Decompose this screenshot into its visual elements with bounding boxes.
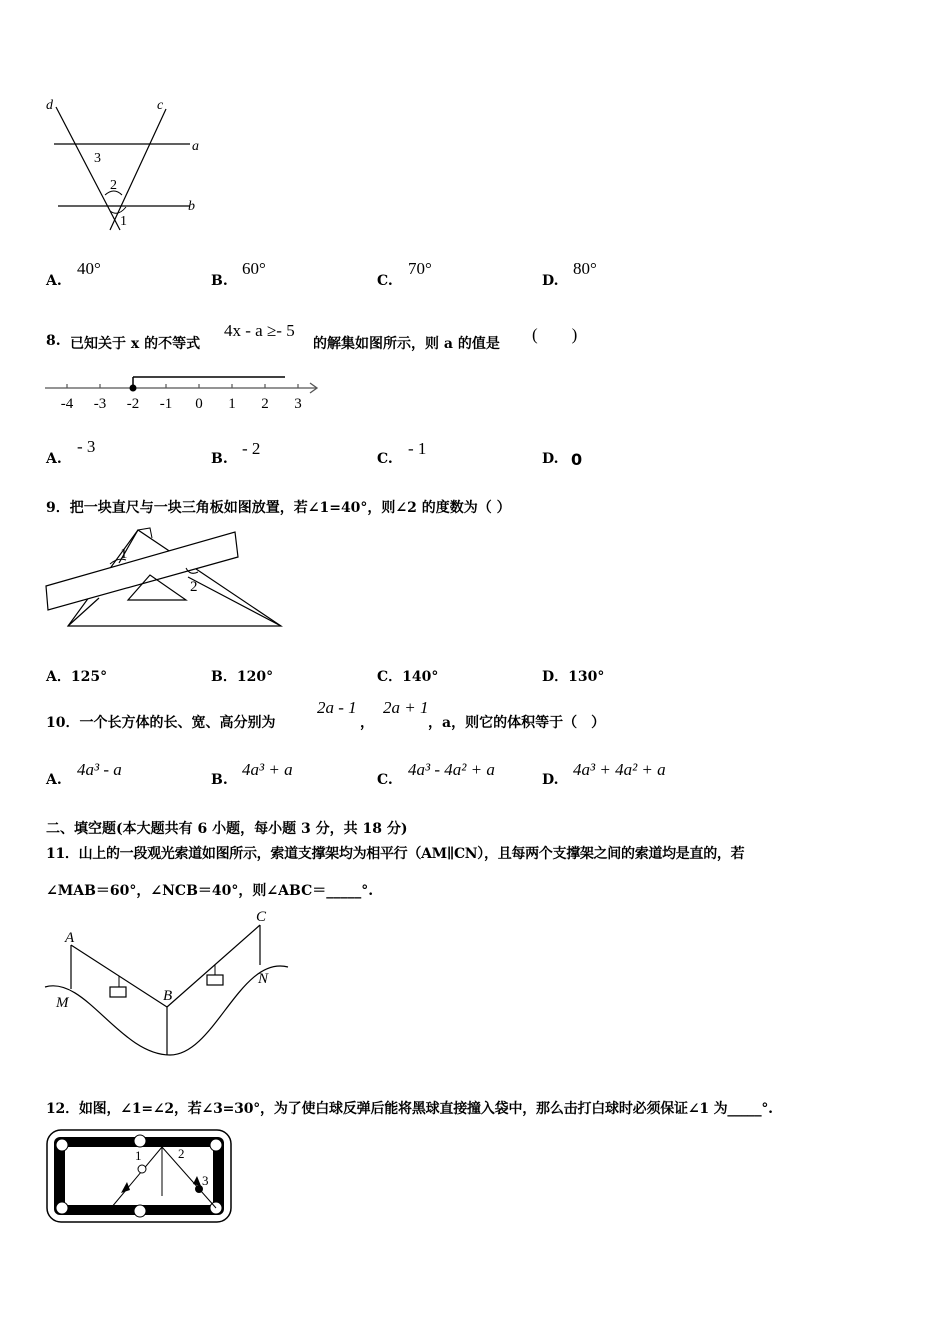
billiards-table-figure <box>45 1128 235 1226</box>
angle-3-label: 3 <box>94 151 101 166</box>
point-m-label: M <box>56 995 69 1011</box>
angle-1-label: 1 <box>120 546 128 562</box>
number-line-tick-label: -1 <box>159 396 173 412</box>
angle-2-label: 2 <box>110 178 117 193</box>
q7-option-a[interactable]: A. <box>46 273 62 289</box>
q8-option-d-value: 0 <box>571 450 583 469</box>
number-line-tick-label: 3 <box>294 396 302 412</box>
number-line-tick-label: 1 <box>228 396 236 412</box>
q9-option-a[interactable]: A．125° <box>46 669 108 685</box>
number-line-tick-label: -2 <box>126 396 140 412</box>
q10-text-before: 10．一个长方体的长、宽、高分别为 <box>46 715 276 731</box>
q8-number: 8. <box>46 333 61 349</box>
q8-paren: ( ) <box>532 325 578 344</box>
q9-option-c[interactable]: C．140° <box>377 669 439 685</box>
q7-option-b-value: 60° <box>242 259 266 278</box>
q7-option-a-value: 40° <box>77 259 101 278</box>
q9-text: 9．把一块直尺与一块三角板如图放置，若∠1=40°，则∠2 的度数为（ ） <box>46 500 511 516</box>
point-c-label: C <box>256 909 267 925</box>
number-line-figure <box>40 370 330 415</box>
q8-option-d[interactable]: D. <box>542 451 559 467</box>
q7-option-d[interactable]: D. <box>542 273 559 289</box>
q10-option-c[interactable]: C. <box>377 772 393 788</box>
q10-option-a-value: 4a³ - a <box>77 760 122 779</box>
q10-comma: ， <box>360 715 374 731</box>
angle-2-label: 2 <box>178 1146 185 1161</box>
parallel-lines-figure <box>40 95 220 235</box>
number-line-tick-label: -3 <box>93 396 107 412</box>
q9-option-d[interactable]: D．130° <box>542 669 605 685</box>
q7-option-d-value: 80° <box>573 259 597 278</box>
q8-option-a-value: - 3 <box>77 437 96 456</box>
angle-2-label: 2 <box>190 579 198 595</box>
q8-option-b[interactable]: B. <box>211 451 228 467</box>
q11-line-1: 11．山上的一段观光索道如图所示，索道支撑架均为相平行（AM∥CN），且每两个支撑架之间的索道均是直的，若 <box>46 846 745 862</box>
q8-text-before: 已知关于 x 的不等式 <box>70 336 201 352</box>
section-2-title: 二、填空题(本大题共有 6 小题，每小题 3 分，共 18 分) <box>46 821 408 837</box>
q10-option-c-value: 4a³ - 4a² + a <box>408 760 495 779</box>
q10-width: 2a + 1 <box>383 698 429 717</box>
q10-text-after: ，a，则它的体积等于（ ） <box>428 715 606 731</box>
label-a: a <box>192 139 199 154</box>
q7-option-c-value: 70° <box>408 259 432 278</box>
q10-option-b-value: 4a³ + a <box>242 760 293 779</box>
q12-text: 12．如图，∠1=∠2，若∠3=30°，为了使白球反弹后能将黑球直接撞入袋中，那么击打白球时必须保证∠1 为_____°. <box>46 1101 773 1117</box>
q8-text-after: 的解集如图所示，则 a 的值是 <box>313 336 500 352</box>
point-a-label: A <box>65 930 75 946</box>
ruler-triangle-figure <box>40 522 290 634</box>
label-b: b <box>188 199 195 214</box>
q10-option-d-value: 4a³ + 4a² + a <box>573 760 666 779</box>
angle-1-label: 1 <box>135 1148 142 1163</box>
q7-option-b[interactable]: B. <box>211 273 228 289</box>
q8-option-a[interactable]: A. <box>46 451 62 467</box>
q7-option-c[interactable]: C. <box>377 273 393 289</box>
q8-option-c[interactable]: C. <box>377 451 393 467</box>
q11-line-2: ∠MAB＝60°，∠NCB＝40°，则∠ABC＝_____°. <box>46 883 374 899</box>
q9-option-b[interactable]: B．120° <box>211 669 274 685</box>
point-b-label: B <box>163 988 173 1004</box>
number-line-tick-label: 0 <box>195 396 203 412</box>
q10-option-b[interactable]: B. <box>211 772 228 788</box>
q8-option-c-value: - 1 <box>408 439 427 458</box>
label-d: d <box>46 98 53 113</box>
label-c: c <box>157 98 164 113</box>
cableway-figure <box>40 905 295 1060</box>
number-line-tick-label: -4 <box>60 396 74 412</box>
q10-option-d[interactable]: D. <box>542 772 559 788</box>
angle-1-label: 1 <box>120 214 127 229</box>
q10-option-a[interactable]: A. <box>46 772 62 788</box>
number-line-tick-label: 2 <box>261 396 269 412</box>
q8-inequality: 4x - a ≥- 5 <box>224 321 295 340</box>
angle-3-label: 3 <box>202 1173 209 1188</box>
point-n-label: N <box>258 971 269 987</box>
q10-length: 2a - 1 <box>317 698 357 717</box>
q8-option-b-value: - 2 <box>242 439 261 458</box>
